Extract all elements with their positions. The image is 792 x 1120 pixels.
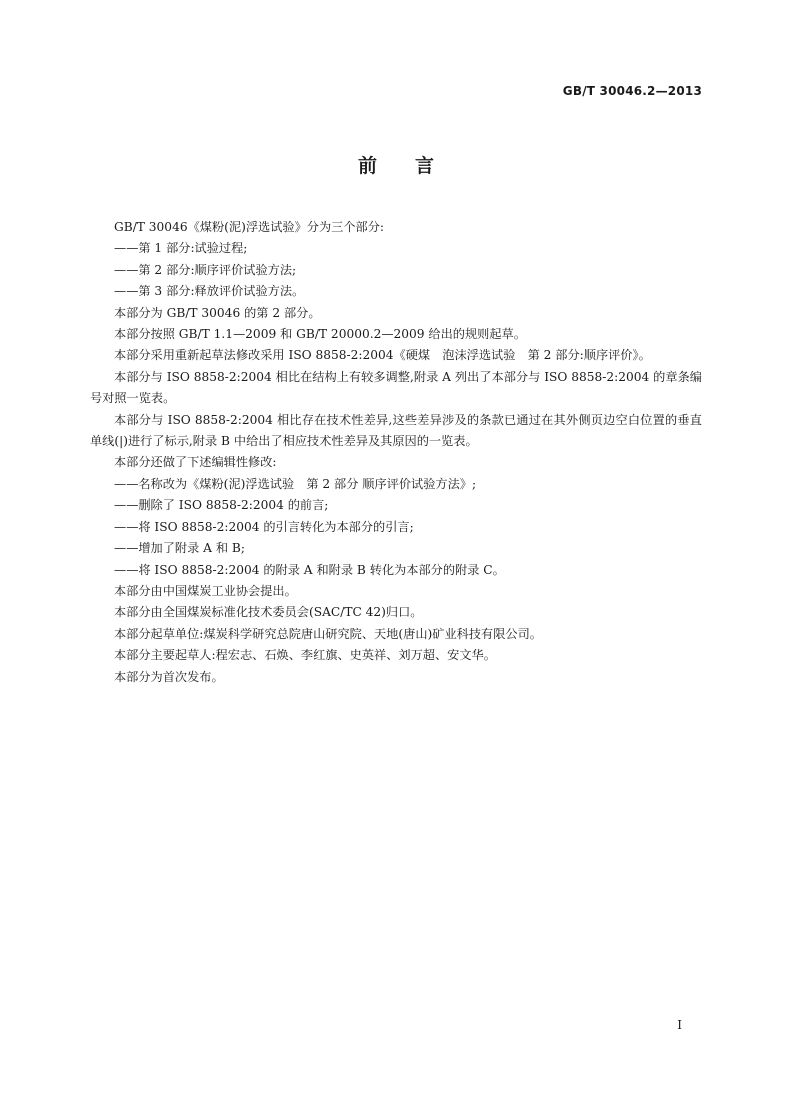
list-item-part-2: ——第 2 部分:顺序评价试验方法; <box>114 262 297 277</box>
paragraph-drafters: 本部分主要起草人:程宏志、石焕、李红旗、史英祥、刘万超、安文华。 <box>114 648 496 663</box>
paragraph-drafting-organizations: 本部分起草单位:煤炭科学研究总院唐山研究院、天地(唐山)矿业科技有限公司。 <box>114 626 542 641</box>
list-item-edit-annexes-added: ——增加了附录 A 和 B; <box>114 541 245 556</box>
paragraph-drafting-rules: 本部分按照 GB/T 1.1—2009 和 GB/T 20000.2—2009 给出的规则起草。 <box>114 327 526 342</box>
paragraph-proposed-by: 本部分由中国煤炭工业协会提出。 <box>114 583 297 598</box>
paragraph-this-part: 本部分为 GB/T 30046 的第 2 部分。 <box>114 305 321 320</box>
list-item-edit-introduction: ——将 ISO 8858-2:2004 的引言转化为本部分的引言; <box>114 519 414 534</box>
foreword-body <box>90 217 702 688</box>
list-item-edit-name: ——名称改为《煤粉(泥)浮选试验 第 2 部分 顺序评价试验方法》; <box>114 476 477 491</box>
paragraph-adoption: 本部分采用重新起草法修改采用 ISO 8858-2:2004《硬煤 泡沫浮选试验 第 2 部分:顺序评价》。 <box>114 348 651 363</box>
page-number: I <box>677 1018 682 1032</box>
paragraph-responsible-committee: 本部分由全国煤炭标准化技术委员会(SAC/TC 42)归口。 <box>114 605 423 620</box>
list-item-part-1: ——第 1 部分:试验过程; <box>114 241 248 256</box>
list-item-edit-preface: ——删除了 ISO 8858-2:2004 的前言; <box>114 498 329 513</box>
paragraph-structure-changes: 本部分与 ISO 8858-2:2004 相比在结构上有较多调整,附录 A 列出了本部分与 ISO 8858-2:2004 的章条编号对照一览表。 <box>90 369 702 406</box>
page-title: 前言 <box>357 155 472 177</box>
paragraph-parts-intro: GB/T 30046《煤粉(泥)浮选试验》分为三个部分: <box>114 220 384 234</box>
list-item-part-3: ——第 3 部分:释放评价试验方法。 <box>114 284 305 299</box>
paragraph-first-issue: 本部分为首次发布。 <box>114 669 224 684</box>
list-item-edit-annexes-converted: ——将 ISO 8858-2:2004 的附录 A 和附录 B 转化为本部分的附录 C。 <box>114 562 505 577</box>
paragraph-editorial-intro: 本部分还做了下述编辑性修改: <box>114 455 277 470</box>
standard-code-header: GB/T 30046.2—2013 <box>562 84 702 98</box>
paragraph-technical-differences: 本部分与 ISO 8858-2:2004 相比存在技术性差异,这些差异涉及的条款已通过在其外侧页边空白位置的垂直单线(|)进行了标示,附录 B 中给出了相应技术性差异及其原因的一览表。 <box>90 412 702 449</box>
